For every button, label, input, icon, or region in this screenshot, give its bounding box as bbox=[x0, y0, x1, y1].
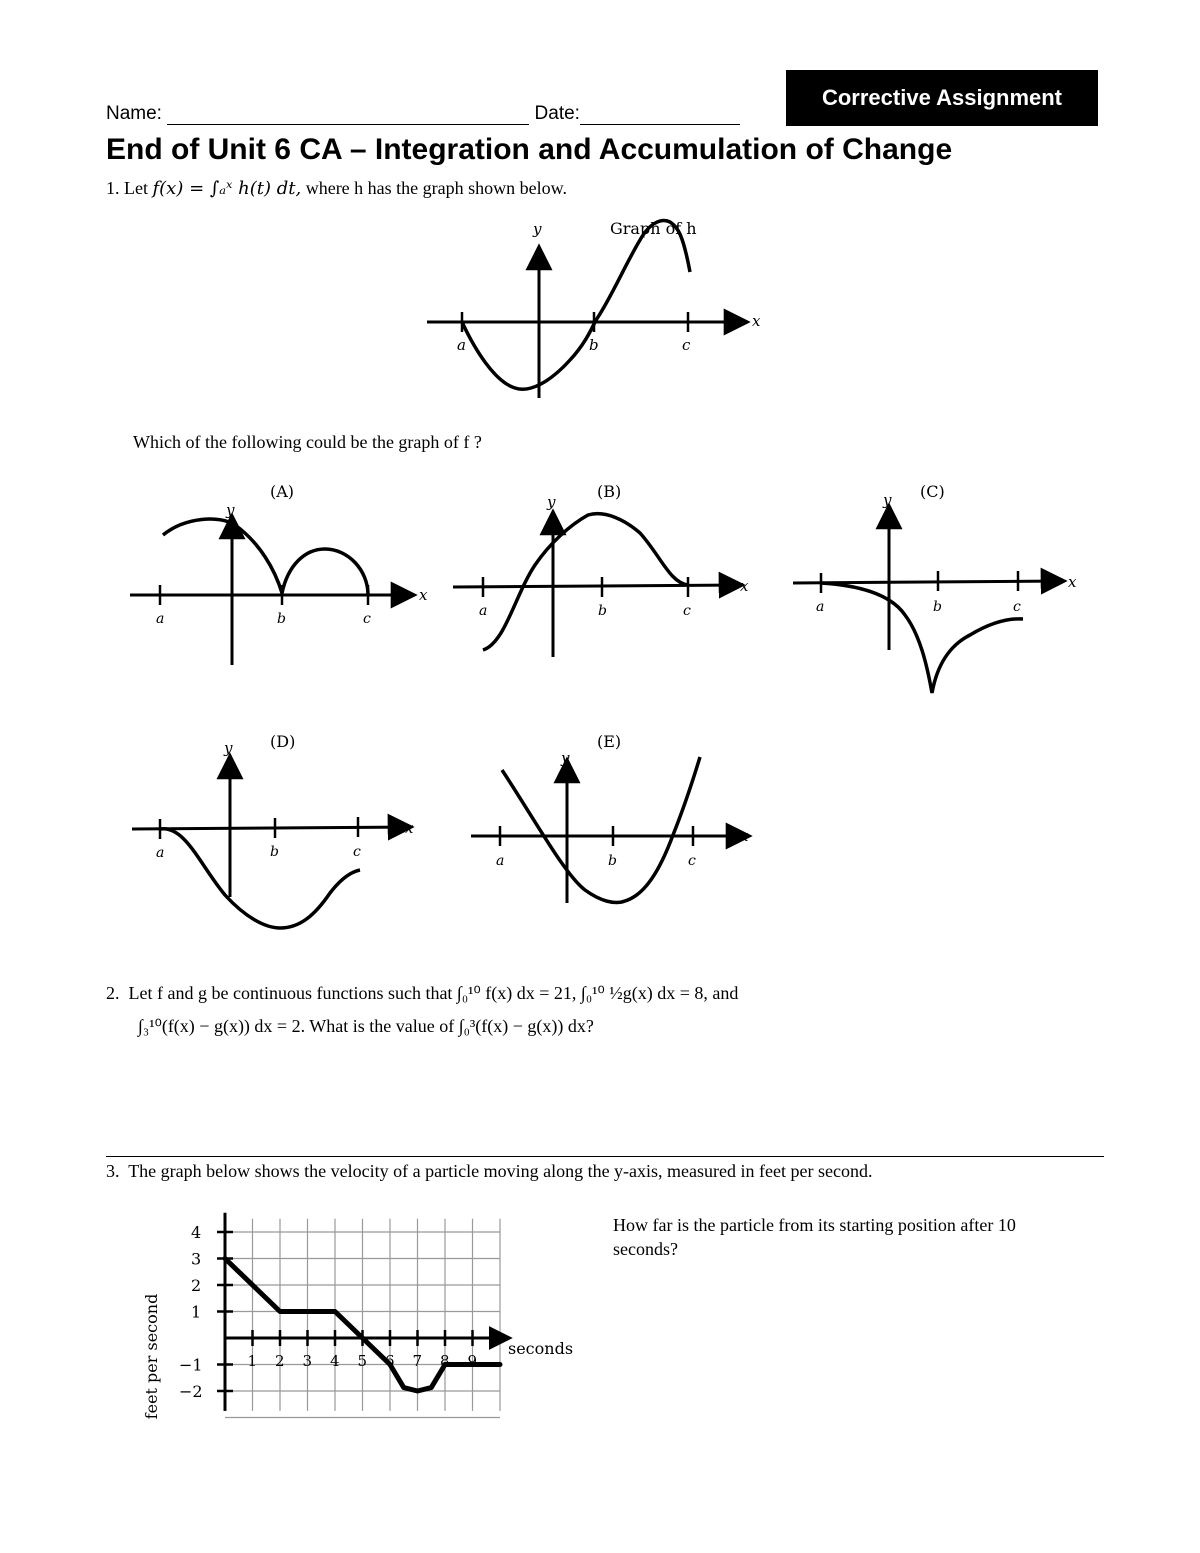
q2-line2: ∫₃¹⁰(f(x) − g(x)) dx = 2. What is the value of ∫₀³(f(x) − g(x)) dx? bbox=[138, 1016, 594, 1036]
h-y-label: y bbox=[533, 220, 542, 238]
q1-number: 1. bbox=[106, 178, 120, 198]
h-tick-b: b bbox=[589, 336, 599, 354]
option-e-graph[interactable] bbox=[465, 725, 765, 925]
y-axis-label: feet per second bbox=[142, 1293, 161, 1420]
q2-block bbox=[106, 983, 1106, 1037]
q3-prompt-text: The graph below shows the velocity of a particle moving along the y-axis, measured in feet per second. bbox=[128, 1161, 873, 1181]
q1-prompt bbox=[106, 178, 567, 199]
option-d-y: y bbox=[224, 739, 233, 757]
option-b-tick-b: b bbox=[598, 603, 607, 619]
y-tick-label: −2 bbox=[179, 1382, 203, 1401]
option-d-tick-c: c bbox=[353, 844, 361, 860]
x-tick-label: 1 bbox=[247, 1352, 258, 1370]
option-a-y: y bbox=[226, 501, 235, 519]
velocity-chart bbox=[135, 1210, 585, 1425]
assignment-badge: Corrective Assignment bbox=[786, 70, 1098, 126]
option-a-tick-c: c bbox=[363, 611, 371, 627]
option-d-tick-b: b bbox=[270, 844, 279, 860]
h-graph-label: Graph of h bbox=[610, 219, 697, 238]
option-d-graph[interactable] bbox=[120, 725, 430, 940]
option-e-tick-c: c bbox=[688, 853, 696, 869]
name-blank[interactable] bbox=[167, 106, 529, 125]
option-d-label: (D) bbox=[270, 732, 296, 751]
q1-prompt-math: f(x) = ∫ₐˣ h(t) dt, bbox=[152, 178, 302, 199]
option-e-x: x bbox=[740, 827, 749, 845]
h-curve bbox=[462, 221, 690, 390]
name-label: Name: bbox=[106, 103, 162, 124]
option-e-tick-a: a bbox=[496, 853, 505, 869]
page-title: End of Unit 6 CA – Integration and Accumulation of Change bbox=[106, 133, 953, 166]
option-b-tick-a: a bbox=[479, 603, 488, 619]
y-tick-label: 2 bbox=[191, 1276, 202, 1295]
q1-prompt-pre: Let bbox=[124, 178, 153, 198]
q3-question: How far is the particle from its starting position after 10 seconds? bbox=[613, 1215, 1016, 1259]
option-a-x: x bbox=[419, 586, 428, 604]
option-a-tick-b: b bbox=[277, 611, 286, 627]
q1-prompt-post: where h has the graph shown below. bbox=[301, 178, 567, 198]
option-b-label: (B) bbox=[597, 482, 622, 501]
option-a-graph[interactable] bbox=[120, 475, 440, 675]
option-c-tick-a: a bbox=[816, 599, 825, 615]
x-tick-label: 7 bbox=[412, 1352, 423, 1370]
x-tick-label: 9 bbox=[467, 1352, 478, 1370]
h-tick-a: a bbox=[457, 336, 466, 354]
option-e-label: (E) bbox=[597, 732, 622, 751]
option-c-label: (C) bbox=[920, 482, 945, 501]
q1-question: Which of the following could be the graph of f ? bbox=[133, 432, 482, 452]
option-c-graph[interactable] bbox=[785, 475, 1095, 705]
y-tick-label: −1 bbox=[179, 1355, 203, 1375]
date-blank[interactable] bbox=[580, 106, 740, 125]
option-d-curve bbox=[160, 829, 360, 928]
date-label: Date: bbox=[534, 103, 580, 124]
option-e-y: y bbox=[561, 749, 570, 767]
option-a-curve bbox=[163, 519, 368, 595]
option-d-tick-a: a bbox=[156, 845, 165, 861]
q2-number: 2. bbox=[106, 983, 120, 1003]
x-tick-label: 5 bbox=[357, 1352, 368, 1370]
q3-prompt bbox=[106, 1161, 872, 1182]
option-d-x: x bbox=[405, 819, 414, 837]
h-x-label: x bbox=[752, 312, 761, 330]
option-e-tick-b: b bbox=[608, 853, 617, 869]
x-tick-label: 6 bbox=[385, 1352, 395, 1370]
x-tick-label: 3 bbox=[302, 1352, 313, 1370]
option-c-tick-b: b bbox=[933, 599, 942, 615]
x-tick-label: 2 bbox=[275, 1352, 285, 1370]
q2-line1 bbox=[106, 983, 1106, 1004]
option-c-curve bbox=[821, 583, 1023, 693]
option-e-curve bbox=[502, 757, 700, 903]
option-c-tick-c: c bbox=[1013, 599, 1021, 615]
option-c-y: y bbox=[883, 491, 892, 509]
graph-of-h bbox=[400, 210, 780, 410]
option-b-tick-c: c bbox=[683, 603, 691, 619]
h-tick-c: c bbox=[682, 336, 691, 354]
option-b-y: y bbox=[547, 493, 556, 511]
section-divider bbox=[106, 1156, 1104, 1157]
name-field[interactable] bbox=[106, 103, 740, 125]
option-c-x: x bbox=[1068, 573, 1077, 591]
x-tick-label: 8 bbox=[440, 1352, 450, 1370]
x-tick-label: 4 bbox=[330, 1352, 340, 1370]
q2-text-1: Let f and g be continuous functions such that ∫₀¹⁰ f(x) dx = 21, ∫₀¹⁰ ½g(x) dx = 8, and bbox=[128, 983, 739, 1003]
q3-number: 3. bbox=[106, 1161, 120, 1181]
option-b-x: x bbox=[740, 577, 749, 595]
x-axis-label: seconds bbox=[508, 1339, 574, 1358]
option-a-tick-a: a bbox=[156, 611, 165, 627]
y-tick-label: 3 bbox=[191, 1249, 202, 1269]
option-b-curve bbox=[483, 514, 688, 650]
option-a-label: (A) bbox=[270, 482, 295, 501]
y-tick-label: 4 bbox=[191, 1223, 202, 1242]
option-b-graph[interactable] bbox=[445, 475, 765, 675]
y-tick-label: 1 bbox=[191, 1302, 202, 1322]
